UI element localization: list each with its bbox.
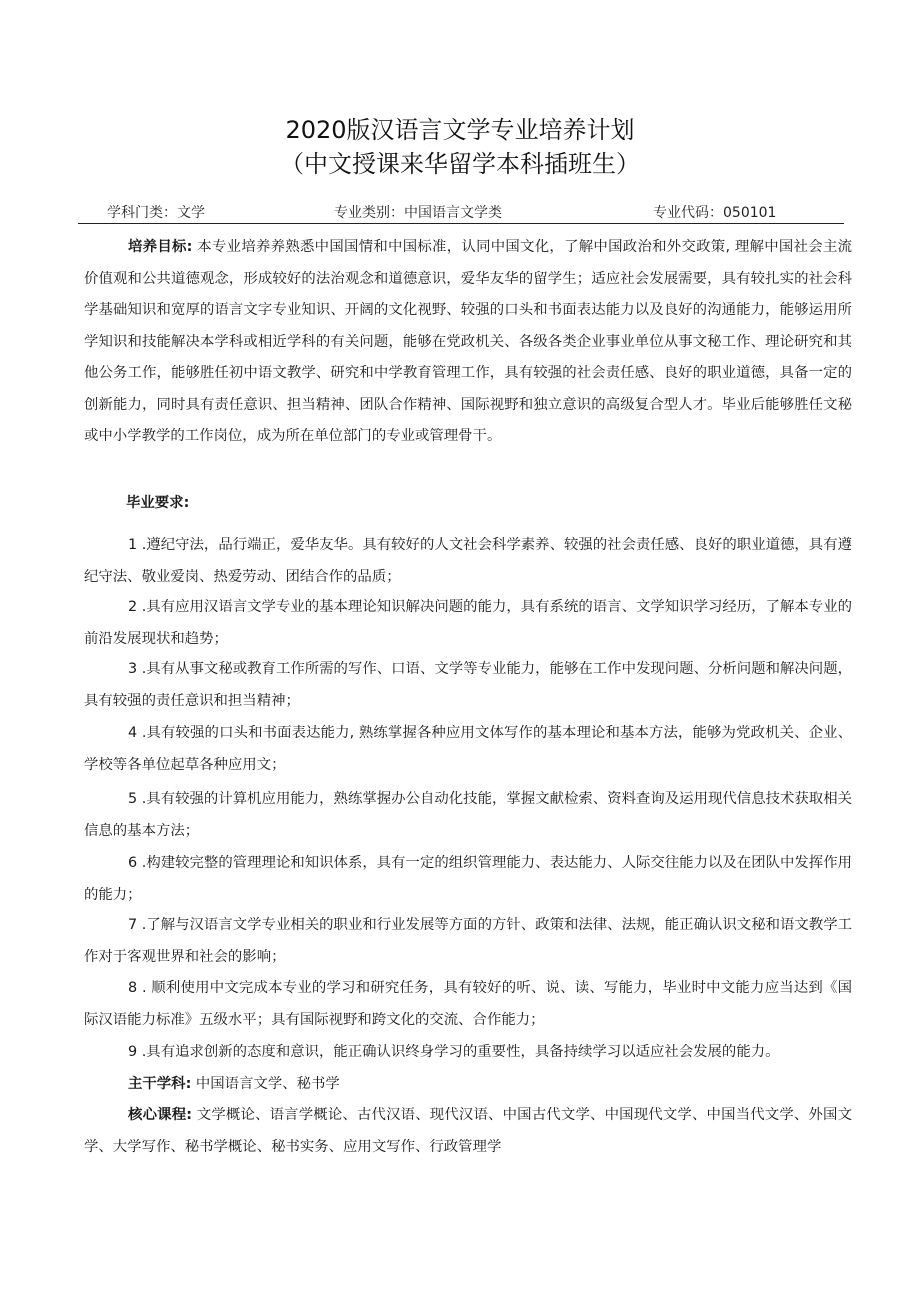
requirement-item: 1 .遵纪守法，品行端正，爱华友华。具有较好的人文社会科学素养、较强的社会责任感、良好的职业道德，具有遵纪守法、敬业爱岗、热爱劳动、团结合作的品质； [84,537,852,585]
requirement-item: 5 .具有较强的计算机应用能力，熟练掌握办公自动化技能，掌握文献检索、资料查询及运用现代信息技术获取相关信息的基本方法； [84,791,852,839]
core-courses-label: 核心课程: [128,1107,193,1123]
core-courses [84,1100,852,1163]
requirement-item: 6 .构建较完整的管理理论和知识体系，具有一定的组织管理能力、表达能力、人际交往能力以及在团队中发挥作用的能力； [84,855,852,903]
graduation-requirements-heading: 毕业要求: [126,495,190,511]
training-objective-label: 培养目标: [128,239,193,255]
requirement-item: 7 .了解与汉语言文学专业相关的职业和行业发展等方面的方针、政策和法律、法规，能正确认识文秘和语文教学工作对于客观世界和社会的影响； [84,917,852,965]
requirement-item: 3 .具有从事文秘或教育工作所需的写作、口语、文学等专业能力，能够在工作中发现问题、分析问题和解决问题，具有较强的责任意识和担当精神； [84,661,852,709]
main-discipline [84,1069,852,1101]
core-courses-text: 文学概论、语言学概论、古代汉语、现代汉语、中国古代文学、中国现代文学、中国当代文学、外国文学、大学写作、秘书学概论、秘书实务、应用文写作、行政管理学 [84,1107,852,1155]
main-discipline-text: 中国语言文学、秘书学 [191,1076,340,1092]
requirement-item: 8 . 顺利使用中文完成本专业的学习和研究任务，具有较好的听、说、读、写能力，毕业时中文能力应当达到《国际汉语能力标准》五级水平；具有国际视野和跨文化的交流、合作能力； [84,980,852,1028]
major-type: 专业类别：中国语言文学类 [334,205,502,221]
training-objective [84,232,852,453]
requirement-item: 4 .具有较强的口头和书面表达能力, 熟练掌握各种应用文体写作的基本理论和基本方法，能够为党政机关、企业、学校等各单位起草各种应用文； [84,725,852,773]
document-subtitle: （中文授课来华留学本科插班生） [280,150,640,178]
discipline-category: 学科门类：文学 [107,205,205,221]
major-code: 专业代码：050101 [653,205,777,221]
training-objective-text: 本专业培养养熟悉中国国情和中国标准，认同中国文化，了解中国政治和外交政策, 理解中国社会主流价值观和公共道德观念，形成较好的法治观念和道德意识，爱华友华的留学生；适应社会发展需要，具有较扎实的社会科学基础知识和宽厚的语言文字专业知识、开阔的文化视野、较强的口头和书面表达能力以及良好的沟通能力，能够运用所学知识和技能解决本学科或相近学科的有关问题，能够在党政机关、各级各类企业事业单位从事文秘工作、理论研究和其他公务工作，能够胜任初中语文教学、研究和中学教育管理工作，具有较强的社会责任感、良好的职业道德，具备一定的创新能力，同时具有责任意识、担当精神、团队合作精神、国际视野和独立意识的高级复合型人才。毕业后能够胜任文秘或中小学教学的工作岗位，成为所在单位部门的专业或管理骨干。 [84,239,852,444]
header-divider [78,223,844,224]
main-discipline-label: 主干学科: [128,1076,192,1092]
document-title: 2020版汉语言文学专业培养计划 [285,116,635,144]
requirement-item: 2 .具有应用汉语言文学专业的基本理论知识解决问题的能力，具有系统的语言、文学知识学习经历，了解本专业的前沿发展现状和趋势； [84,599,852,647]
requirement-item: 9 .具有追求创新的态度和意识，能正确认识终身学习的重要性，具备持续学习以适应社会发展的能力。 [128,1044,780,1060]
